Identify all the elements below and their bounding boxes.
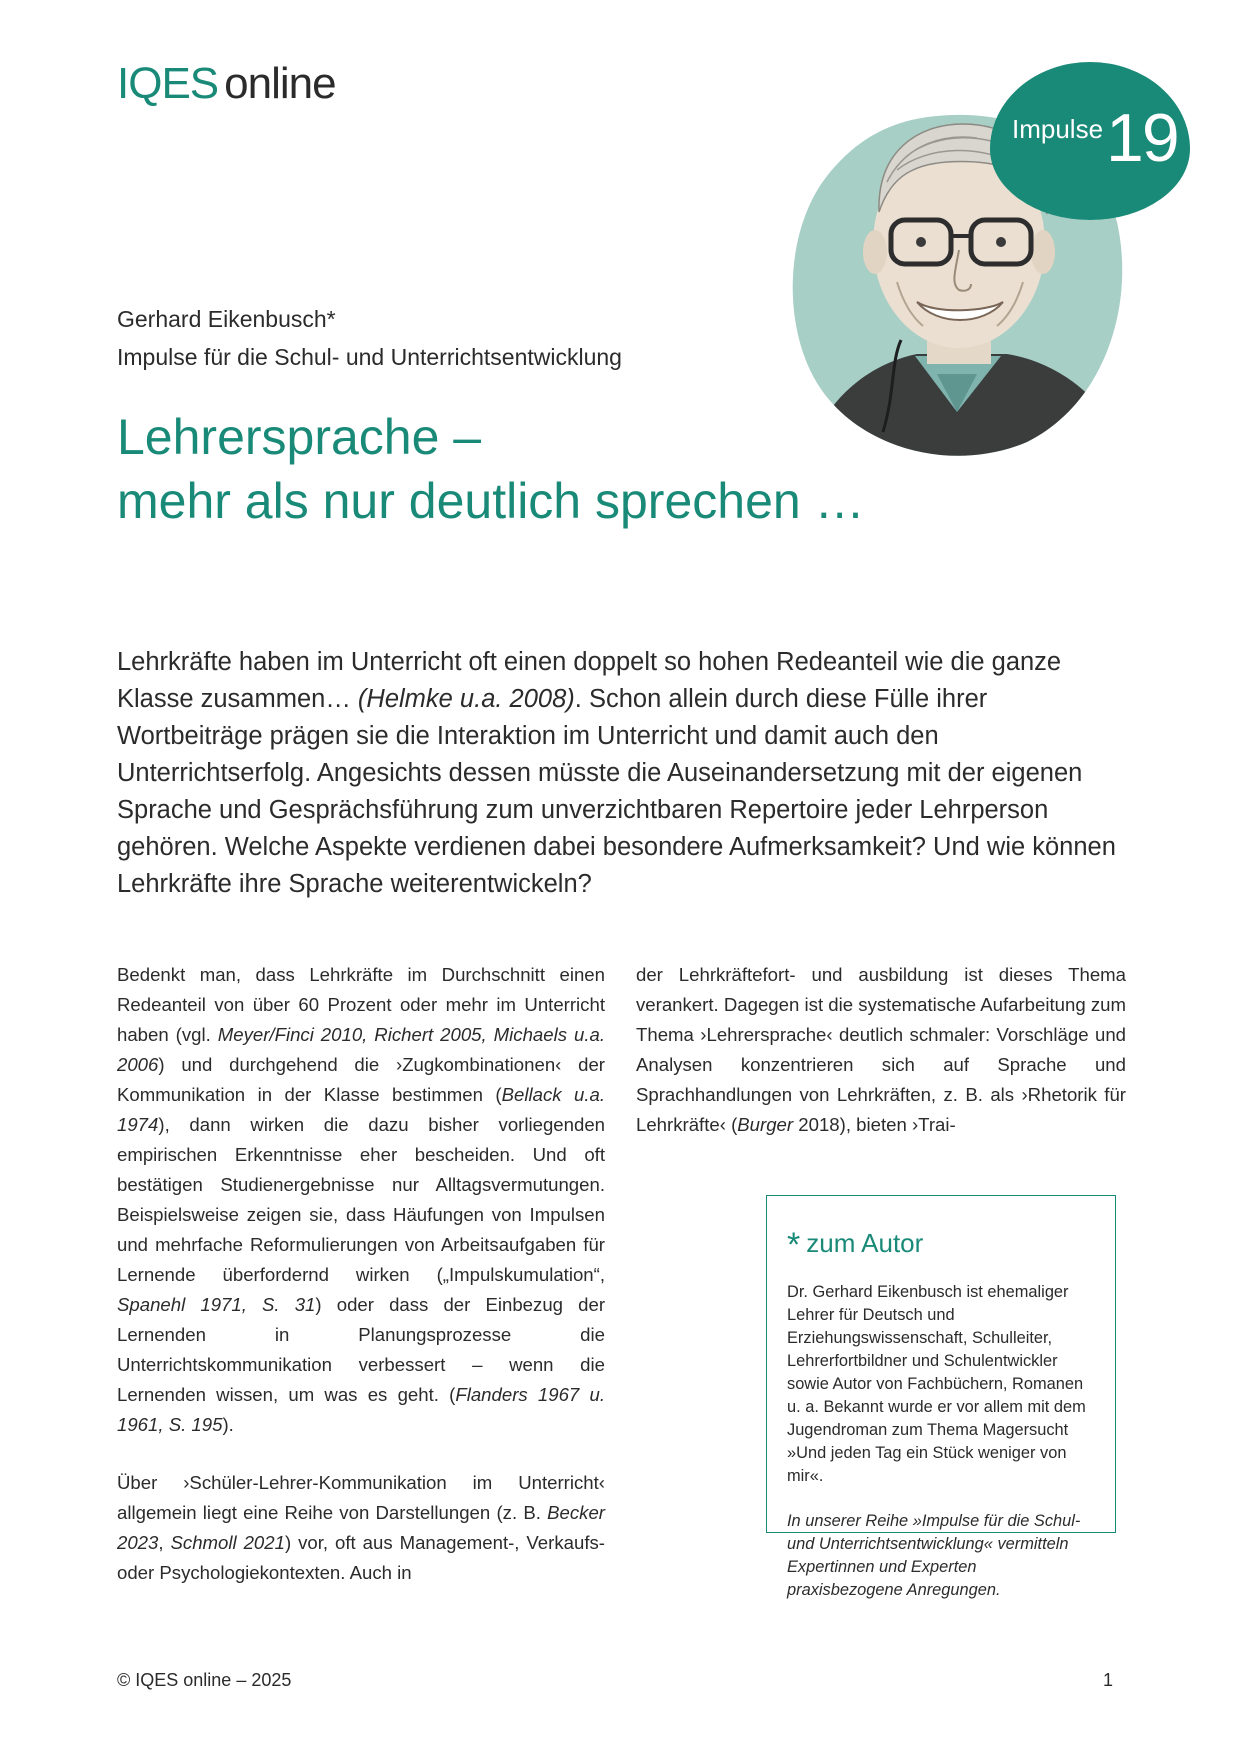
citation: Becker 2023 — [117, 1502, 605, 1553]
logo-online: online — [224, 59, 336, 108]
citation: Burger — [737, 1114, 794, 1135]
asterisk-icon: * — [787, 1226, 801, 1264]
body-text: ) oder dass der Einbezug der Lernenden in Planungsprozesse die Unterrichtskommunikation verbessert – wenn die Lernenden wissen, um was es geht. ( — [117, 1294, 606, 1405]
impulse-badge — [990, 62, 1190, 220]
citation: Meyer/Finci 2010, Richert 2005, Michaels u.a. 2006 — [117, 1024, 605, 1075]
body-text: , — [158, 1532, 171, 1553]
badge-label: Impulse — [1012, 114, 1104, 144]
title-line-1: Lehrersprache – — [117, 409, 482, 465]
body-paragraph-3 — [636, 960, 1126, 1140]
about-author-text: Dr. Gerhard Eikenbusch ist ehemaliger Lehrer für Deutsch und Erziehungswissenschaft, Schulleiter, Lehrerfortbildner und Schulentwickler sowie Autor von Fachbüchern, Romanen u. a. Bekannt wurde er vor allem mit dem Jugendroman zum Thema Magersucht »Und jeden Tag ein Stück weniger von mir«. — [787, 1283, 1086, 1485]
body-column-left — [117, 960, 605, 1588]
body-text: ) und durchgehend die ›Zugkombinationen‹ der Kommunikation in der Klasse bestimmen ( — [117, 1054, 605, 1105]
body-paragraph-2 — [117, 1468, 605, 1588]
body-text: 2018), bieten ›Trai- — [793, 1114, 956, 1135]
lead-text-2: . Schon allein durch diese Fülle ihrer Wortbeiträge prägen sie die Interaktion im Unterricht und damit auch den Unterrichtserfolg. Angesichts dessen müsste die Auseinandersetzung mit der eigenen Sprache und Gesprächsführung zum unverzichtbaren Repertoire jeder Lehrperson gehören. Welche Aspekte verdienen dabei besondere Aufmerksamkeit? Und wie können Lehrkräfte ihre Sprache weiterentwickeln? — [117, 685, 1116, 898]
series-note: In unserer Reihe »Impulse für die Schul- und Unterrichtsentwicklung« vermitteln Expertinnen und Experten praxisbezogene Anregungen. — [787, 1512, 1081, 1599]
about-author-box — [766, 1195, 1116, 1599]
about-author-title: zum Autor — [806, 1228, 924, 1258]
series-title: Impulse für die Schul- und Unterrichtsentwicklung — [117, 344, 622, 370]
body-text: Über ›Schüler-Lehrer-Kommunikation im Unterricht‹ allgemein liegt eine Reihe von Darstellungen (z. B. — [117, 1472, 605, 1523]
lead-text-1: Lehrkräfte haben im Unterricht oft einen doppelt so hohen Redeanteil wie die ganze Klasse zusammen… — [117, 648, 1062, 713]
citation: Bellack u.a. 1974 — [117, 1084, 605, 1135]
body-text: ) vor, oft aus Management-, Verkaufs- oder Psychologiekontexten. Auch in — [117, 1532, 605, 1583]
footer-copyright: © IQES online – 2025 — [117, 1670, 292, 1690]
lead-citation: (Helmke u.a. 2008) — [357, 685, 575, 713]
body-text: ), dann wirken die dazu bisher vorliegenden empirischen Erkenntnisse eher bescheiden. Und oft bestätigen Studienergebnisse nur Alltagsvermutungen. Beispielsweise zeigen sie, dass Häufungen von Impulsen und mehrfache Reformulierungen von Arbeitsaufgaben für Lernende überfordernd wirken („Impulskumulation“, — [117, 1114, 605, 1285]
iqes-online-logo — [117, 59, 336, 108]
body-column-right — [636, 960, 1126, 1140]
citation: Schmoll 2021 — [170, 1532, 285, 1553]
body-text: Bedenkt man, dass Lehrkräfte im Durchschnitt einen Redeanteil von über 60 Prozent oder mehr im Unterricht haben (vgl. — [117, 964, 605, 1045]
about-author-heading — [787, 1226, 1093, 1265]
title-line-2: mehr als nur deutlich sprechen … — [117, 473, 865, 529]
citation: Flanders 1967 u. 1961, S. 195 — [117, 1384, 606, 1435]
author-name: Gerhard Eikenbusch* — [117, 306, 336, 332]
logo-iqes: IQES — [117, 59, 219, 108]
body-text: der Lehrkräftefort- und ausbildung ist dieses Thema verankert. Dagegen ist die systematische Aufarbeitung zum Thema ›Lehrersprache‹ deutlich schmaler: Vorschläge und Analysen konzentrieren sich auf Sprache und Sprachhandlungen von Lehrkräften, z. B. als ›Rhetorik für Lehrkräfte‹ ( — [636, 964, 1126, 1135]
body-text: ). — [222, 1414, 234, 1435]
citation: Spanehl 1971, S. 31 — [117, 1294, 316, 1315]
badge-number: 19 — [1106, 100, 1178, 176]
page-title — [117, 405, 865, 533]
page-number: 1 — [1103, 1670, 1114, 1690]
lead-paragraph — [117, 644, 1127, 903]
body-paragraph-1 — [117, 960, 605, 1440]
